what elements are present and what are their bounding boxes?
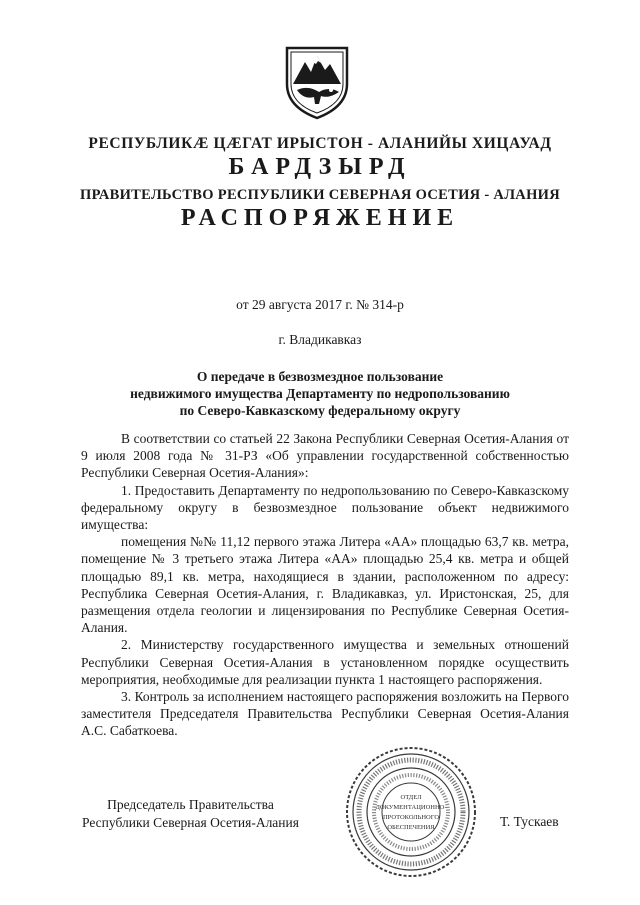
document-title [0,368,640,419]
paragraph-item-3: 3. Контроль за исполнением настоящего распоряжения возложить на Первого заместителя Председателя Правительства Республики Северная Осетия-Алания А.С. Сабаткоева. [81,689,569,739]
signatory-position [82,796,299,832]
title-line-1: О передаче в безвозмездное пользование [196,369,444,384]
title-line-3: по Северо-Кавказскому федеральному округу [179,403,461,418]
signatory-name: Т. Тускаев [500,814,559,829]
stamp-text-line-4: ОБЕСПЕЧЕНИЯ [387,824,435,831]
official-seal-icon [336,744,486,880]
paragraph-item-1: 1. Предоставить Департаменту по недропользованию по Северо-Кавказскому федеральному округу в безвозмездное пользование объект недвижимого имущества: [81,482,569,533]
paragraph-preamble: В соответствии со статьей 22 Закона Республики Северная Осетия-Алания от 9 июля 2008 года № 31-РЗ «Об управлении государственной собственностью Республики Северная Осетия-Алания»: [81,431,569,481]
document-body [81,430,569,740]
stamp-text-line-2: ДОКУМЕНТАЦИОННО- [375,804,447,811]
stamp-text-line-3: ПРОТОКОЛЬНОГО [382,814,440,821]
paragraph-premises: помещения №№ 11,12 первого этажа Литера «АА» площадью 63,7 кв. метра, помещение № 3 третьего этажа Литера «АА» площадью 25,4 кв. метра и общей площадью 89,1 кв. метра, находящиеся в здании, расположенном по адресу: Республика Северная Осетия-Алания, г. Владикавказ, ул. Иристонская, 25, для размещения отдела геологии и лицензирования по Республике Северная Осетия-Алания. [81,534,569,636]
signatory-position-line-2: Республики Северная Осетия-Алания [82,815,299,830]
paragraph-item-2: 2. Министерству государственного имущества и земельных отношений Республики Северная Осетия-Алания в установленном порядке осуществить мероприятия, необходимые для реализации пункта 1 настоящего распоряжения. [81,637,569,687]
document-type-ossetian: БАРДЗЫРД [228,154,412,180]
document-date-number: от 29 августа 2017 г. № 314-р [236,297,404,312]
stamp-text-line-1: ОТДЕЛ [400,794,422,801]
government-name-ossetian: РЕСПУБЛИКӔ ЦӔГАТ ИРЫСТОН - АЛАНИЙЫ ХИЦАУАД [88,135,552,152]
coat-of-arms-emblem-icon [283,44,351,120]
document-type-russian: РАСПОРЯЖЕНИЕ [180,205,460,231]
signatory-position-line-1: Председатель Правительства [107,797,274,812]
government-name-russian: ПРАВИТЕЛЬСТВО РЕСПУБЛИКИ СЕВЕРНАЯ ОСЕТИЯ - АЛАНИЯ [79,187,560,203]
document-city: г. Владикавказ [278,332,362,347]
title-line-2: недвижимого имущества Департаменту по недропользованию [130,386,510,401]
